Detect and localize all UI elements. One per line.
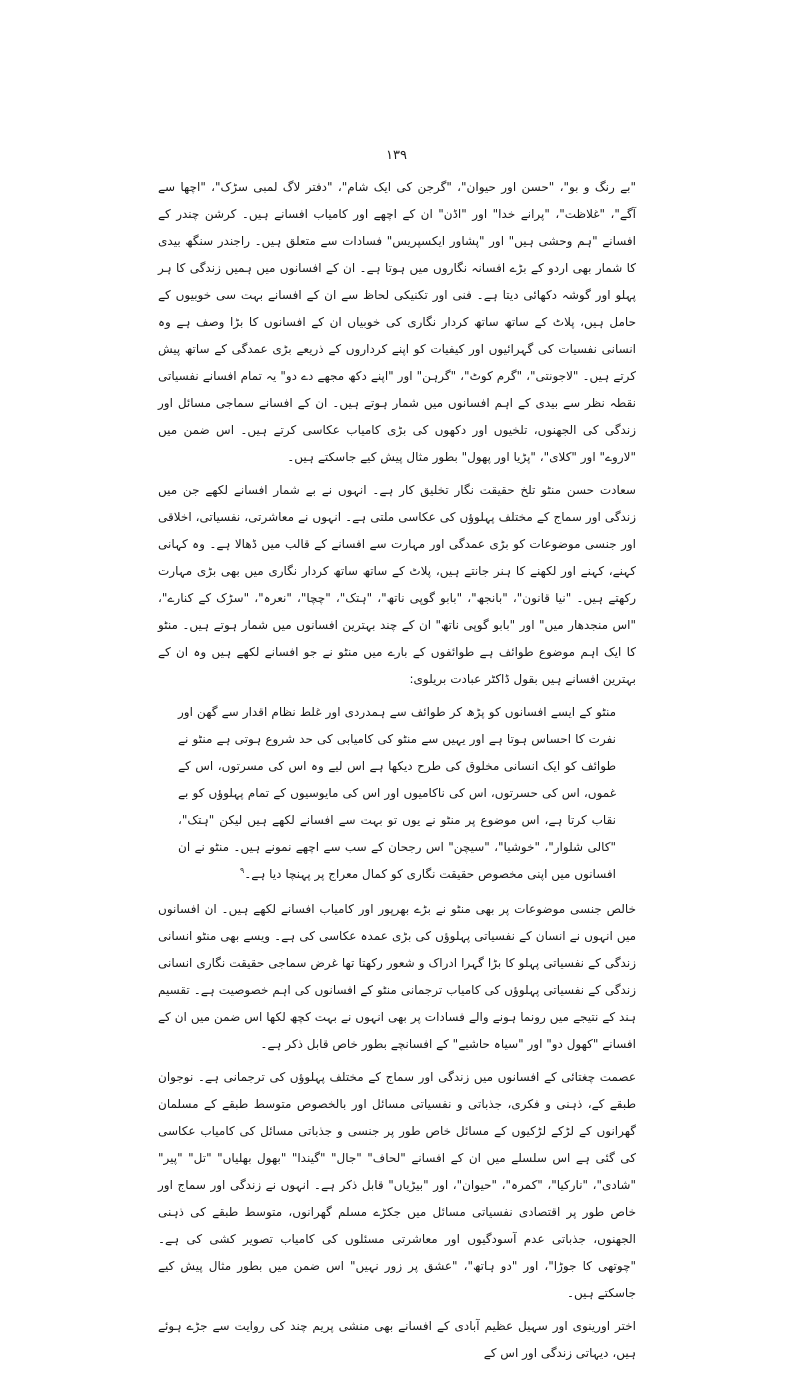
- paragraph-4: عصمت چغتائی کے افسانوں میں زندگی اور سماج کے مختلف پہلوؤں کی ترجمانی ہے۔ نوجوان طبقے کے، ذہنی و فکری، جذباتی و نفسیاتی مسائل اور بالخصوص متوسط طبقے کے مسلمان گھرانوں کے لڑکے لڑکیوں کے مسائل خاص طور پر جنسی و جذباتی مسائل کی کامیاب عکاسی کی گئی ہے اس سلسلے میں ان کے افسانے "لحاف" "جال" "گیندا" "بھول بھلیاں" "تل" "پیر" "شادی"، "نارکیا"، "کمرہ"، "حیوان"، اور "بیڑیاں" قابل ذکر ہے۔ انہوں نے زندگی اور سماج اور خاص طور پر اقتصادی نفسیاتی مسائل میں جکڑے مسلم گھرانوں، متوسط طبقے کی ذہنی الجھنوں، جذباتی عدم آسودگیوں اور معاشرتی مسئلوں کی کامیاب تصویر کشی کی ہے۔ "چوتھی کا جوڑا"، اور "دو ہاتھ"، "عشق پر زور نہیں" اس ضمن میں بطور مثال پیش کیے جاسکتے ہیں۔: [158, 1070, 636, 1300]
- quote-text: منٹو کے ایسے افسانوں کو پڑھ کر طوائف سے ہمدردی اور غلط نظام اقدار سے گھن اور نفرت کا احساس ہوتا ہے اور یہیں سے منٹو کی کامیابی کی حد شروع ہوتی ہے منٹو نے طوائف کو ایک انسانی مخلوق کی طرح دیکھا ہے اس لیے وہ اس کی مسرتوں، اس کے غموں، اس کی حسرتوں، اس کی ناکامیوں اور اس کی مایوسیوں کے تمام پہلوؤں کو بے نقاب کرتا ہے، اس موضوع پر منٹو نے یوں تو بہت سے افسانے لکھے ہیں لیکن "ہتک"، "کالی شلوار"، "خوشیا"، "سیچن" اس رجحان کے سب سے اچھے نمونے ہیں۔ منٹو نے ان افسانوں میں اپنی مخصوص حقیقت نگاری کو کمال معراج پر پہنچا دیا ہے۔: [178, 705, 616, 881]
- paragraph-1: "بے رنگ و بو"، "حسن اور حیوان"، "گرجن کی ایک شام"، "دفتر لاگ لمبی سڑک"، "اچھا سے آگے"، "غلاظت"، "پرانے خدا" اور "اڈن" ان کے اچھے اور کامیاب افسانے ہیں۔ کرشن چندر کے افسانے "ہم وحشی ہیں" اور "پشاور ایکسپریس" فسادات سے متعلق ہیں۔ راجندر سنگھ بیدی کا شمار بھی اردو کے بڑے افسانہ نگاروں میں ہوتا ہے۔ ان کے افسانوں میں ہمیں زندگی کا ہر پہلو اور گوشہ دکھائی دیتا ہے۔ فنی اور تکنیکی لحاظ سے ان کے افسانے بہت سی خوبیوں کے حامل ہیں، پلاٹ کے ساتھ ساتھ کردار نگاری کی خوبیاں ان کے افسانوں کا بڑا وصف ہے وہ انسانی نفسیات کی گہرائیوں اور کیفیات کو اپنے کرداروں کے ذریعے بڑی عمدگی کے ساتھ پیش کرتے ہیں۔ "لاجونتی"، "گرم کوٹ"، "گرہن" اور "اپنے دکھ مجھے دے دو" یہ تمام افسانے نفسیاتی نقطہ نظر سے بیدی کے اہم افسانوں میں شمار ہوتے ہیں۔ ان کے افسانے سماجی مسائل اور زندگی کی الجھنوں، تلخیوں اور دکھوں کی بڑی کامیاب عکاسی کرتے ہیں۔ اس ضمن میں "لاروے" اور "کلای"، "پڑیا اور پھول" بطور مثال پیش کیے جاسکتے ہیں۔: [158, 180, 636, 464]
- paragraph-5: اختر اورینوی اور سہیل عظیم آبادی کے افسانے بھی منشی پریم چند کی روایت سے جڑے ہوئے ہیں، دیہاتی زندگی اور اس کے: [158, 1319, 636, 1360]
- footnote-marker: ۹: [239, 866, 245, 875]
- paragraph-2: سعادت حسن منٹو تلخ حقیقت نگار تخلیق کار ہے۔ انہوں نے بے شمار افسانے لکھے جن میں زندگی اور سماج کے مختلف پہلوؤں کی عکاسی ملتی ہے۔ انہوں نے معاشرتی، نفسیاتی، اخلاقی اور جنسی موضوعات کو بڑی عمدگی اور مہارت سے افسانے کے قالب میں ڈھالا ہے۔ وہ کہانی کہنے، کہنے اور لکھنے کا ہنر جانتے ہیں، پلاٹ کے ساتھ ساتھ کردار نگاری میں بھی بڑی مہارت رکھتے ہیں۔ "نیا قانون"، "بانجھ"، "بابو گوپی ناتھ"، "ہتک"، "چچا"، "نعرہ"، "سڑک کے کنارے"، "اس منجدھار میں" اور "بابو گوپی ناتھ" ان کے چند بہترین افسانوں میں شمار ہوتے ہیں۔ منٹو کا ایک اہم موضوع طوائف ہے طوائفوں کے بارے میں منٹو نے جو افسانے لکھے ہیں وہ ان کے بہترین افسانے ہیں بقول ڈاکٹر عبادت بریلوی:: [158, 483, 636, 686]
- page-body: [158, 174, 636, 1373]
- page-number: ۱۳۹: [386, 148, 407, 163]
- paragraph-3: خالص جنسی موضوعات پر بھی منٹو نے بڑے بھرپور اور کامیاب افسانے لکھے ہیں۔ ان افسانوں میں انہوں نے انسان کے نفسیاتی پہلوؤں کی بڑی عمدہ عکاسی کی ہے۔ ویسے بھی منٹو انسانی زندگی کے نفسیاتی پہلو کا بڑا گہرا ادراک و شعور رکھتا تھا غرض سماجی حقیقت نگاری انسانی زندگی کے نفسیاتی پہلوؤں کی کامیاب ترجمانی منٹو کے افسانوں کی اہم خصوصیت ہے۔ تقسیم ہند کے نتیجے میں رونما ہونے والے فسادات پر بھی انہوں نے بہت کچھ لکھا اس ضمن میں ان کے افسانے "کھول دو" اور "سیاہ حاشیے" کے افسانچے بطور خاص قابل ذکر ہے۔: [158, 902, 636, 1051]
- block-quote: [178, 699, 616, 888]
